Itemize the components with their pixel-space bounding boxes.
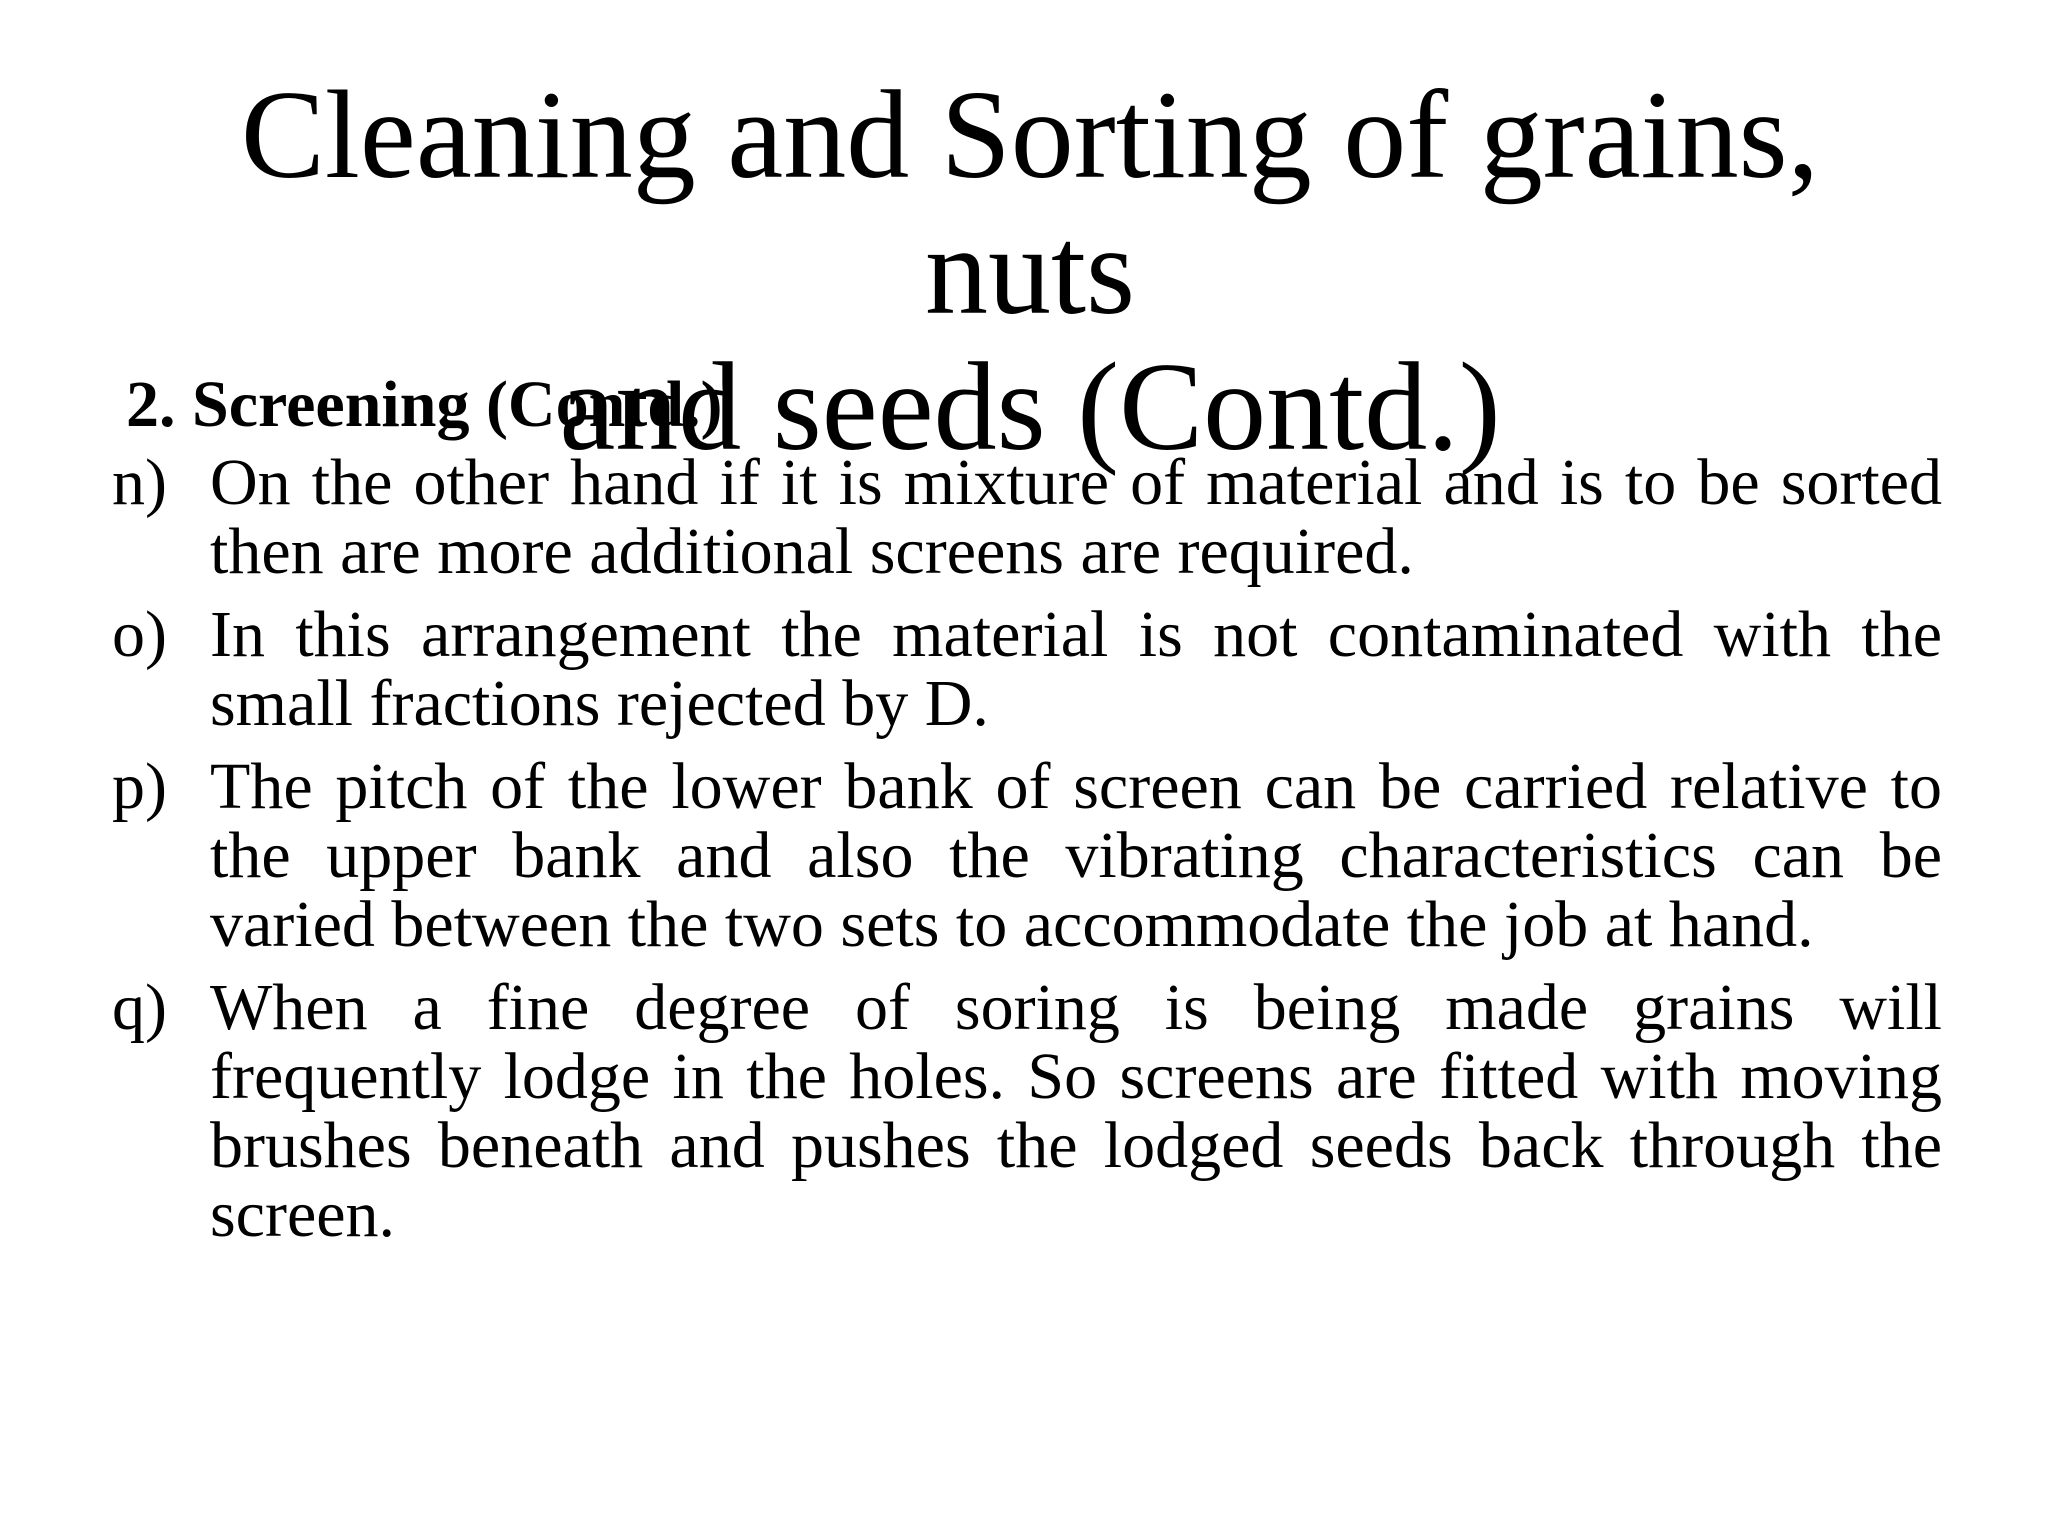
list-item-text: On the other hand if it is mixture of material and is to be sorted then are more additional screens are required. — [210, 446, 1942, 588]
list-item-o — [112, 600, 1942, 738]
list-item-p — [112, 752, 1942, 959]
list-item-marker: p) — [112, 750, 167, 823]
list-item-text: When a fine degree of soring is being made grains will frequently lodge in the holes. So screens are fitted with moving brushes beneath and pushes the lodged seeds back through the screen. — [210, 971, 1942, 1251]
list-item-marker: o) — [112, 598, 167, 671]
list-item-text: In this arrangement the material is not contaminated with the small fractions rejected by D. — [210, 598, 1942, 740]
list-item-marker: n) — [112, 446, 167, 519]
bullet-list — [112, 448, 1942, 1263]
list-item-text: The pitch of the lower bank of screen can be carried relative to the upper bank and also the vibrating characteristics can be varied between the two sets to accommodate the job at hand. — [210, 750, 1942, 961]
section-heading: 2. Screening (Contd.) — [126, 368, 723, 441]
list-item-marker: q) — [112, 971, 167, 1044]
slide-title-line-1: Cleaning and Sorting of grains, nuts — [240, 66, 1820, 341]
list-item-n — [112, 448, 1942, 586]
list-item-q — [112, 973, 1942, 1249]
slide-title-line-2: and seeds (Contd.) — [559, 338, 1501, 477]
